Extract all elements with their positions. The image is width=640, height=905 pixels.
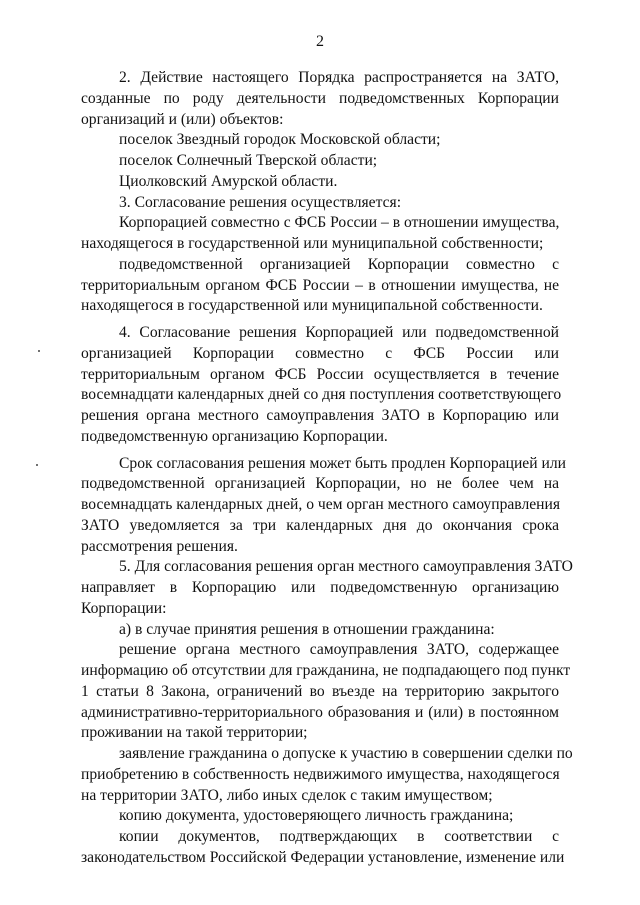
text-line: территориальным органом ФСБ России – в отношении имущества, не <box>81 276 559 294</box>
text-line: 1 статьи 8 Закона, ограничений во въезде на территорию закрытого <box>81 682 559 700</box>
text-line: решение органа местного самоуправления ЗАТО, содержащее <box>119 641 559 659</box>
paragraph-extension <box>81 454 566 558</box>
text-line: административно-территориального образования и (или) в постоянном <box>81 703 559 721</box>
scan-speck <box>38 350 40 352</box>
text-line: решения органа местного самоуправления ЗАТО в Корпорацию или <box>81 407 559 424</box>
text-line: 5. Для согласования решения орган местного самоуправления ЗАТО <box>119 558 573 576</box>
page-number: 2 <box>316 33 324 50</box>
paragraph-5 <box>81 557 573 868</box>
text-line: 3. Согласование решения осуществляется: <box>119 193 402 211</box>
text-line: ЗАТО уведомляется за три календарных дня до окончания срока <box>81 516 559 534</box>
paragraph-2 <box>81 68 559 130</box>
text-line: Корпорацией совместно с ФСБ России – в отношении имущества, <box>119 214 560 232</box>
text-line: на территории ЗАТО, либо иных сделок с таким имуществом; <box>81 786 493 804</box>
text-line: территориальным органом ФСБ России осуществляется в течение <box>81 365 559 383</box>
text-line: направляет в Корпорацию или подведомственную организацию <box>81 579 559 596</box>
list-item: поселок Солнечный Тверской области; <box>119 152 378 169</box>
text-line: законодательством Российской Федерации установление, изменение или <box>81 848 565 866</box>
text-line: приобретению в собственность недвижимого имущества, находящегося <box>81 765 560 783</box>
paragraph-4 <box>81 323 562 448</box>
list-zato <box>81 130 559 192</box>
paragraph-3 <box>81 193 559 318</box>
list-item: Циолковский Амурской области. <box>119 172 338 190</box>
text-line: Срок согласования решения может быть продлен Корпорацией или <box>119 454 566 472</box>
text-line: 2. Действие настоящего Порядка распространяется на ЗАТО, <box>119 69 559 86</box>
text-line: заявление гражданина о допуске к участию в совершении сделки по <box>119 745 573 762</box>
text-line: подведомственной организацией Корпорации, но не более чем на <box>81 475 559 493</box>
text-line: 4. Согласование решения Корпорацией или подведомственной <box>119 324 559 341</box>
list-item: поселок Звездный городок Московской области; <box>119 131 441 149</box>
text-line: организацией Корпорации совместно с ФСБ России или <box>81 344 559 362</box>
document-body <box>81 68 573 869</box>
text-line: организаций и (или) объектов: <box>81 110 284 128</box>
text-line: подведомственную организацию Корпорации. <box>81 427 388 445</box>
text-line: находящегося в государственной или муниципальной собственности. <box>81 297 543 315</box>
text-line: информацию об отсутствии для гражданина, не подпадающего под пункт <box>81 662 571 679</box>
text-line: находящегося в государственной или муниципальной собственности; <box>81 235 544 252</box>
text-line: проживании на такой территории; <box>81 724 308 742</box>
text-line: а) в случае принятия решения в отношении гражданина: <box>119 620 495 638</box>
text-line: рассмотрения решения. <box>81 537 238 555</box>
text-line: копию документа, удостоверяющего личность гражданина; <box>119 807 514 825</box>
text-line: созданные по роду деятельности подведомственных Корпорации <box>81 89 559 107</box>
scan-speck <box>36 464 38 466</box>
text-line: подведомственной организацией Корпорации совместно с <box>119 255 559 273</box>
text-line: копии документов, подтверждающих в соответствии с <box>119 828 559 845</box>
text-line: восемнадцати календарных дней со дня поступления соответствующего <box>81 386 562 404</box>
text-line: восемнадцать календарных дней, о чем орган местного самоуправления <box>81 496 561 513</box>
text-line: Корпорации: <box>81 599 167 617</box>
